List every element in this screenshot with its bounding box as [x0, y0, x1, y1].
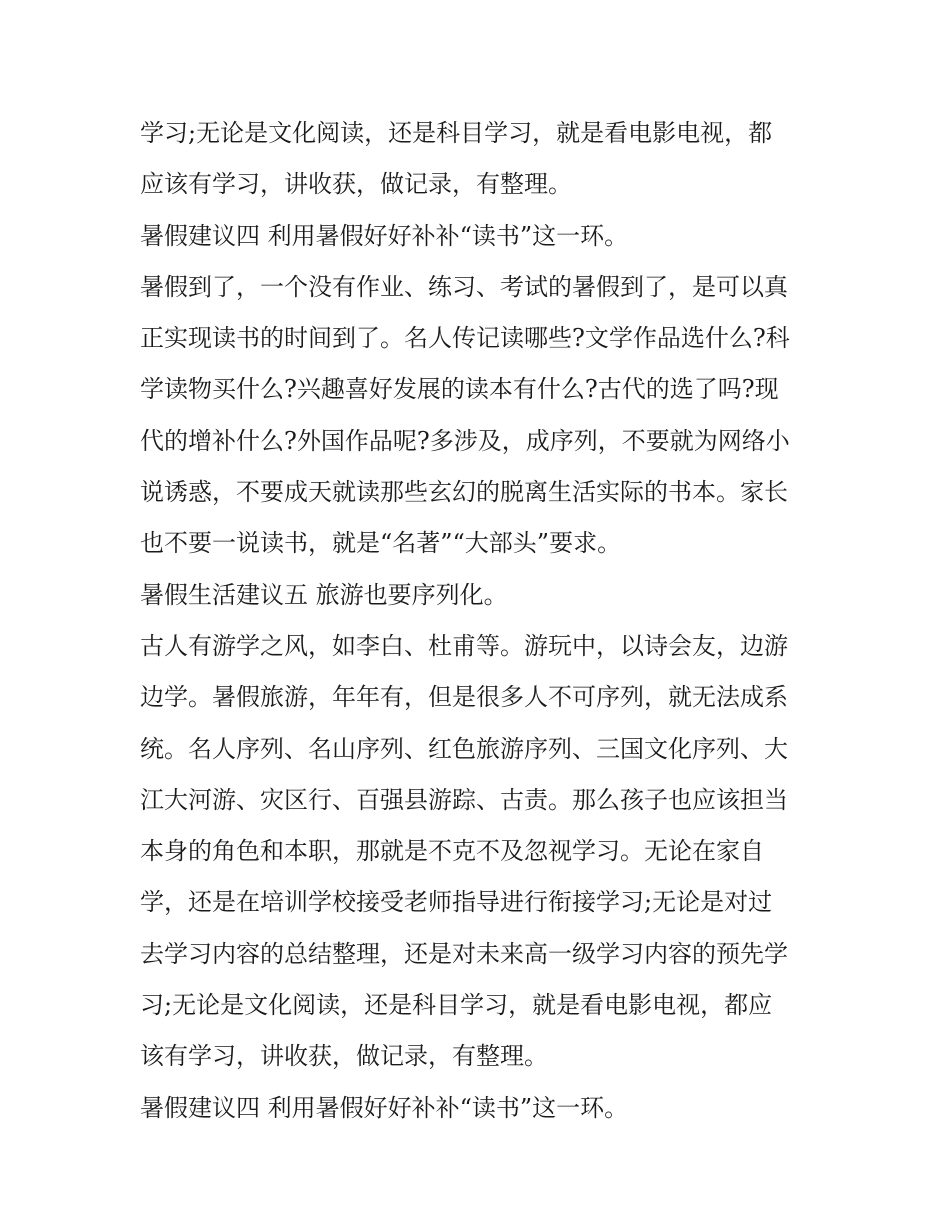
text-line: 学读物买什么?兴趣喜好发展的读本有什么?古代的选了吗?现	[140, 375, 779, 404]
text-line: 习;无论是文化阅读，还是科目学习，就是看电影电视，都应	[140, 991, 773, 1020]
text-line: 暑假到了，一个没有作业、练习、考试的暑假到了，是可以真	[140, 272, 788, 301]
text-line: 学习;无论是文化阅读，还是科目学习，就是看电影电视，都	[140, 119, 773, 147]
text-line: 正实现读书的时间到了。名人传记读哪些?文学作品选什么?科	[140, 324, 790, 353]
text-line: 应该有学习，讲收获，做记录，有整理。	[140, 170, 572, 199]
document-body	[140, 108, 820, 1134]
text-line: 江大河游、灾区行、百强县游踪、古责。那么孩子也应该担当	[140, 785, 788, 814]
text-line: 该有学习，讲收获，做记录，有整理。	[140, 1042, 548, 1071]
text-line: 去学习内容的总结整理，还是对未来高一级学习内容的预先学	[140, 939, 788, 968]
text-line: 边学。暑假旅游，年年有，但是很多人不可序列，就无法成系	[140, 683, 788, 712]
text-line: 也不要一说读书，就是“名著”“大部头”要求。	[140, 529, 622, 558]
section-heading: 暑假建议四 利用暑假好好补补“读书”这一环。	[140, 221, 629, 250]
text-line: 代的增补什么?外国作品呢?多涉及，成序列，不要就为网络小	[140, 426, 790, 455]
text-line: 学，还是在培训学校接受老师指导进行衔接学习;无论是对过	[140, 888, 773, 917]
section-heading: 暑假建议四 利用暑假好好补补“读书”这一环。	[140, 1093, 629, 1122]
text-line: 古人有游学之风，如李白、杜甫等。游玩中，以诗会友，边游	[140, 631, 788, 660]
text-line: 统。名人序列、名山序列、红色旅游序列、三国文化序列、大	[140, 734, 788, 763]
text-line: 说诱惑，不要成天就读那些玄幻的脱离生活实际的书本。家长	[140, 478, 788, 507]
section-heading: 暑假生活建议五 旅游也要序列化。	[140, 580, 508, 609]
text-line: 本身的角色和本职，那就是不克不及忽视学习。无论在家自	[140, 837, 764, 866]
